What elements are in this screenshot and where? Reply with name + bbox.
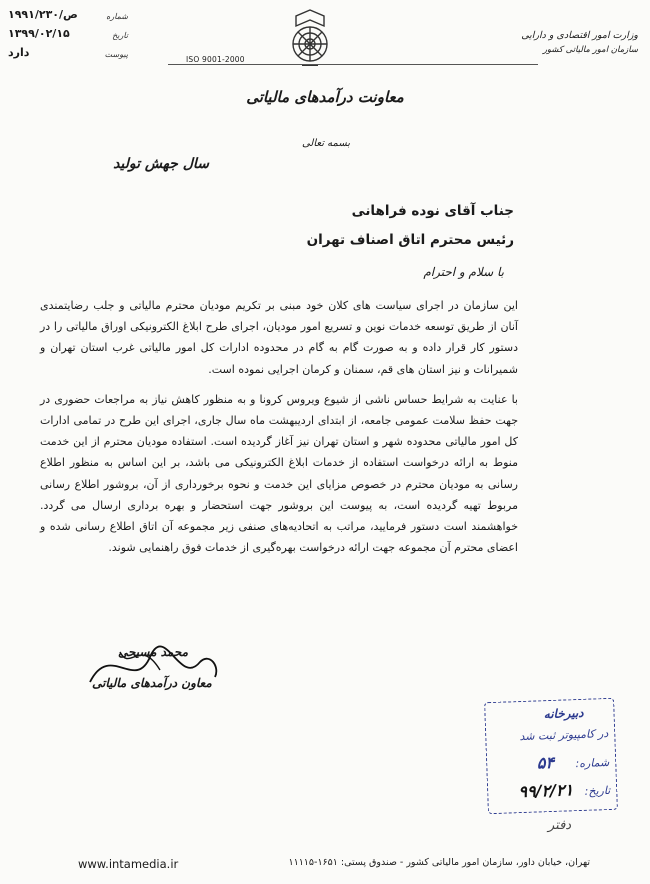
ref-number-row [8,6,128,25]
footer-website: www.intamedia.ir [78,857,179,871]
stamp-frame [484,698,618,814]
ref-attachment-value: دارد [8,46,30,59]
ref-number-value: ۱۹۹۱/۲۳۰/ص [8,8,78,21]
stamp-date-label: تاریخ: [584,783,611,798]
greeting: با سلام و احترام [423,265,504,279]
tax-organization-emblem-icon [280,6,340,72]
stamp-number-row [536,751,609,773]
ref-date-value: ۱۳۹۹/۰۲/۱۵ [8,27,70,40]
ref-date-label: تاریخ [112,31,128,40]
ministry-header [488,28,638,58]
letter-body [40,295,518,558]
body-paragraph-2: با عنایت به شرایط حساس ناشی از شیوع ویروس کرونا و به منظور کاهش نیاز به مراجعات حضوری در جهت حفظ سلامت عمومی جامعه، از ابتدای اردیبهشت ماه سال جاری، اجرای این طرح در تمامی ادارات کل امور مالیاتی محدوده شهر و استان تهران نیز آغاز گردیده است. استفاده مودیان محترم از این خدمت منوط به ارائه درخواست استفاده از خدمات ابلاغ الکترونیکی می باشد، بر این اساس به منظور اطلاع رسانی به مودیان محترم در خصوص مزایای این خدمت و نحوه برخورداری از آن، بروشور اطلاع رسانی مربوط تهیه گردیده است، به پیوست این بروشور جهت استحضار و بهره برداری ارسال می گردد. خواهشمند است دستور فرمایید، مراتب به اتحادیه‌های صنفی زیر مجموعه آن اتاق اطلاع رسانی شده و اعضای محترم آن مجموعه جهت ارائه درخواست بهره‌گیری از خدمات فوق راهنمایی شوند. [40,392,518,555]
stamp-number-value: ۵۴ [536,752,555,773]
iso-label: ISO 9001-2000 [186,55,245,64]
ministry-name: وزارت امور اقتصادی و دارایی [521,30,638,41]
stamp-number-label: شماره: [575,755,610,771]
ref-number-label: شماره [106,12,128,21]
footer-address: تهران، خیابان داور، سازمان امور مالیاتی کشور - صندوق پستی: ۱۶۵۱-۱۱۱۱۵ [288,857,590,868]
organization-name: سازمان امور مالیاتی کشور [542,45,638,55]
addressee-name: جناب آقای نوده فراهانی [351,203,514,219]
addressee-title: رئیس محترم اتاق اصناف تهران [306,232,514,248]
stamp-line-1: دبیرخانه [543,705,584,722]
signer-name: محمد مسیحی [118,645,189,659]
header-divider [168,64,538,65]
stamp-date-value: ۹۹/۲/۲۱ [518,780,574,802]
ref-date-row [8,25,128,44]
registration-stamp [484,698,618,814]
reference-block [8,6,128,63]
deputy-title: معاونت درآمدهای مالیاتی [246,88,404,106]
ref-attachment-label: پیوست [104,50,128,59]
year-slogan: سال جهش تولید [113,156,209,172]
stamp-date-row [518,779,610,801]
signer-title: معاون درآمدهای مالیاتی [92,676,212,690]
ref-attachment-row [8,44,128,63]
body-paragraph-1: این سازمان در اجرای سیاست های کلان خود مبنی بر تکریم مودیان محترم مالیاتی و جلب رضایتمندی آنان از طریق توسعه خدمات نوین و تسریع امور مودیان، اجرای طرح ابلاغ الکترونیکی اوراق مالیاتی را در دستور کار قرار داده و به صورت گام به گام در محدوده ادارات کل امور مالیاتی غرب استان تهران و شمیرانات و نیز استان های قم، سمنان و کرمان اجرایی نموده است. [40,299,518,376]
stamp-line-2: در کامپیوتر ثبت شد [519,726,609,744]
handwritten-annotation: دفتر [548,818,572,833]
handwritten-signature-icon [80,632,230,702]
basmala: بسمه تعالی [301,138,351,149]
